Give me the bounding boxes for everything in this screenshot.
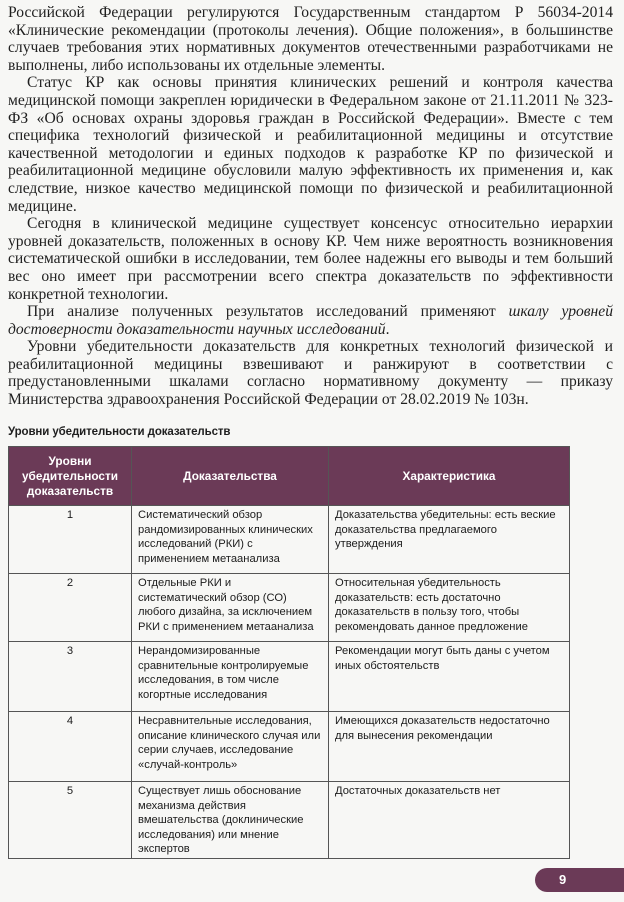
header-characteristic: Характеристика: [329, 447, 570, 506]
paragraph-consensus: Сегодня в клинической медицине существует консенсус относительно иерархии уровней доказательств, положенных в основу КР. Чем ниже вероятность возникновения систематической ошибки в исследовании, тем более надежны его выводы и тем больший вес оно имеет при рассмотрении всего спектра доказательств по эффективности конкретной технологии.: [8, 215, 613, 303]
evidence-levels-table: [8, 446, 570, 859]
paragraph-continuation: Российской Федерации регулируются Государственным стандартом Р 56034-2014 «Клинические рекомендации (протоколы лечения). Общие положения», в большинстве случаев требования этих нормативных документов отечественными разработчиками не выполнены, либо использованы их отдельные элементы.: [8, 4, 613, 74]
reliability-scale-term: шкалу уровней достоверности доказательности научных исследований: [8, 303, 614, 338]
characteristic-cell: Достаточных доказательств нет: [329, 782, 570, 859]
header-evidence: Доказательства: [132, 447, 329, 506]
level-cell: 1: [9, 506, 132, 574]
paragraph-analysis-end: .: [385, 320, 390, 338]
table-row: [9, 712, 570, 782]
characteristic-cell: Относительная убедительность доказательств: есть достаточно доказательств в пользу того, чтобы рекомендовать данное предложение: [329, 574, 570, 642]
evidence-cell: Систематический обзор рандомизированных клинических исследований (РКИ) с применением метаанализа: [132, 506, 329, 574]
evidence-cell: Несравнительные исследования, описание клинического случая или серии случаев, исследование «случай-контроль»: [132, 712, 329, 782]
body-text: [8, 4, 613, 409]
paragraph-kr-status: Статус КР как основы принятия клинических решений и контроля качества медицинской помощи закреплен юридически в Федеральном законе от 21.11.2011 № 323-ФЗ «Об основах охраны здоровья граждан в Российской Федерации». Вместе с тем специфика технологий физической и реабилитационной медицины и отсутствие качественной методологии и единых подходов к разработке КР по физической и реабилитационной медицине обусловили малую эффективность их применения и, как следствие, низкое качество медицинской помощи по физической и реабилитационной медицине.: [8, 74, 613, 215]
evidence-cell: Отдельные РКИ и систематический обзор (СО) любого дизайна, за исключением РКИ с применением метаанализа: [132, 574, 329, 642]
page-number: 9: [535, 868, 624, 892]
level-cell: 3: [9, 642, 132, 712]
paragraph-analysis: [8, 303, 613, 338]
level-cell: 4: [9, 712, 132, 782]
table-row: [9, 642, 570, 712]
evidence-cell: Нерандомизированные сравнительные контролируемые исследования, в том числе когортные исследования: [132, 642, 329, 712]
paragraph-levels: Уровни убедительности доказательств для конкретных технологий физической и реабилитационной медицины взвешивают и ранжируют в соответствии с предустановленными шкалами согласно нормативному документу — приказу Министерства здравоохранения Российской Федерации от 28.02.2019 № 103н.: [8, 338, 613, 409]
table-row: [9, 506, 570, 574]
paragraph-analysis-lead: При анализе полученных результатов исследований применяют: [27, 303, 509, 321]
characteristic-cell: Доказательства убедительны: есть веские доказательства предлагаемого утверждения: [329, 506, 570, 574]
level-cell: 5: [9, 782, 132, 859]
evidence-cell: Существует лишь обоснование механизма действия вмешательства (доклинические исследования) или мнение экспертов: [132, 782, 329, 859]
table-row: [9, 782, 570, 859]
table-header-row: [9, 447, 570, 506]
characteristic-cell: Рекомендации могут быть даны с учетом иных обстоятельств: [329, 642, 570, 712]
table-row: [9, 574, 570, 642]
characteristic-cell: Имеющихся доказательств недостаточно для вынесения рекомендации: [329, 712, 570, 782]
header-levels: Уровни убедительности доказательств: [9, 447, 132, 506]
level-cell: 2: [9, 574, 132, 642]
table-caption: Уровни убедительности доказательств: [8, 426, 231, 438]
